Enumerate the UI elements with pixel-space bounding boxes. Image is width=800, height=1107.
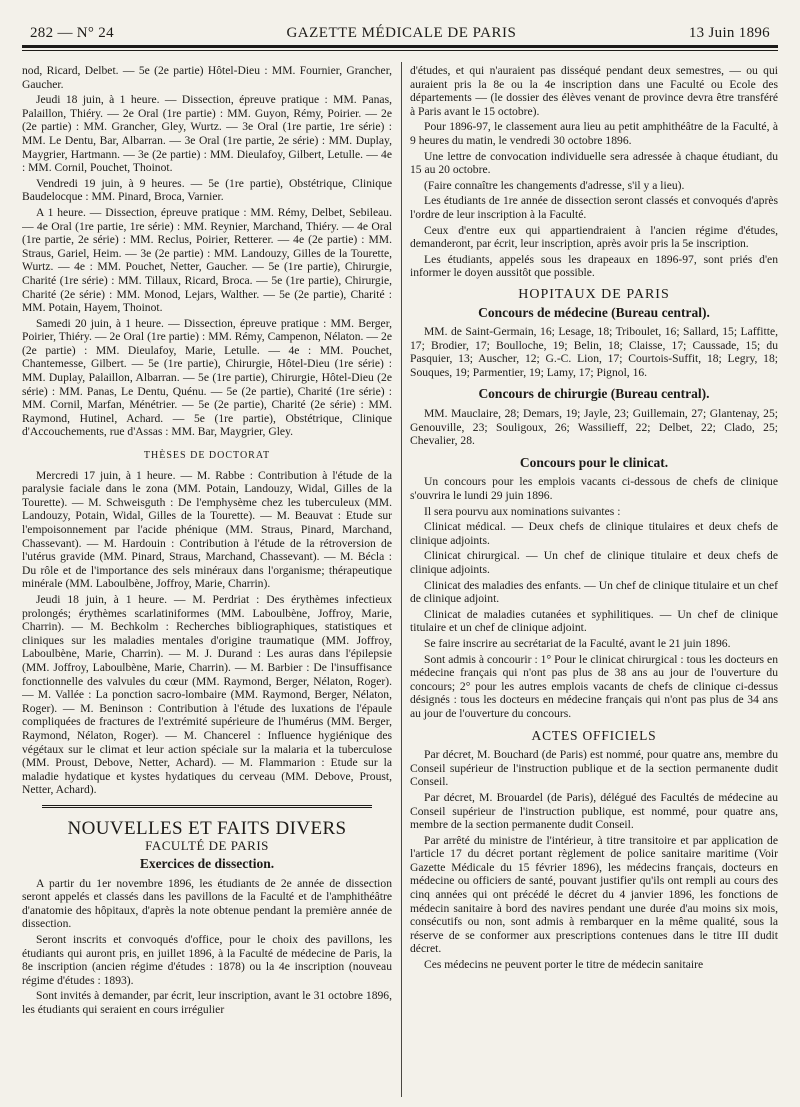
theses-paragraph: Mercredi 17 juin, à 1 heure. — M. Rabbe : Contribution à l'étude de la paralysie faciale dans le zona (MM. Potain, Landouzy, Widal, Gilles de la Tourette). — M. Schweisguth : De l'emphysème chez les tuberculeux (MM. Landouzy, Potain, Widal, Gilles de la Tourette). — M. Beauvat : Etude sur l'empoisonnement par l'acide phénique (MM. Straus, Pinard, Marchand, Chassevant). — M. Hardouin : Contribution à l'étude de la rétroversion de l'utérus gravide (MM. Pinard, Straus, Marchand, Chassevant). — M. Bécla : Du rôle et de l'importance des sels minéraux dans l'organisme; thérapeutique minérale (MM. Laboulbène, Joffroy, Marie, Charrin). [22,468,392,591]
issue-date: 13 Juin 1896 [688,25,770,41]
exercices-title: Exercices de dissection. [139,856,275,872]
journal-title: GAZETTE MÉDICALE DE PARIS [286,25,517,41]
dissection-paragraph: Les étudiants, appelés sous les drapeaux en 1896-97, sont priés d'en informer le doyen aussitôt que possible. [410,252,778,280]
page-header [30,16,770,42]
dissection-paragraph: Pour 1896-97, le classement aura lieu au petit amphithéâtre de la Faculté, à 9 heures du matin, le vendredi 30 octobre 1896. [410,120,778,147]
exam-paragraph: Samedi 20 juin, à 1 heure. — Dissection, épreuve pratique : MM. Berger, Poirier, Thiéry. — 2e Oral (1re partie) : MM. Rémy, Campenon, Nélaton. — 2e (2e partie) : MM. Dieulafoy, Marie, Letulle. — 4e : MM. Pouchet, Chantemesse, Gilbert. — 5e (1re partie), Chirurgie, Hôtel-Dieu (1re série) : MM. Duplay, Palaillon, Albarran. — 5e (1re partie), Chirurgie, Hôtel-Dieu (2e série) : MM. Panas, Le Dentu, Quénu. — 5e (2e partie), Charité (1re série) : MM. Cornil, Marfan, Ménétrier. — 5e (2e partie), Charité (2e série) : MM. Raymond, Hutinel, Achard. — 5e (1re partie), Obstétrique, Clinique d'Accouchements, rue d'Assas : MM. Bar, Maygrier, Gley. [22,316,392,439]
theses-paragraph: Jeudi 18 juin, à 1 heure. — M. Perdriat : Des érythèmes infectieux prolongés; érythèmes scarlatiniformes (MM. Laboulbène, Joffroy, Marie, Charrin). — M. Bechkolm : Recherches bibliographiques, statistiques et cliniques sur les maladies mentales d'origine traumatique (MM. Joffroy, Laboulbène, Marie, Charrin). — M. J. Durand : Les auras dans l'épilepsie (MM. Joffroy, Laboulbène, Marie, Charrin). — M. Barbier : De l'insuffisance fonctionnelle des valvules du cœur (MM. Raymond, Berger, Nélaton, Roger). — M. Vallée : La ponction sacro-lombaire (MM. Raymond, Berger, Nélaton, Roger). — M. Beninson : Contribution à l'étude des luxations de l'épaule compliquées de fractures de l'extrémité supérieure de l'humérus (MM. Berger, Raymond, Nélaton, Roger). — M. Chancerel : Influence hygiénique des végétaux sur le climat et leur action spéciale sur la malaria et la tuberculose (MM. Proust, Debove, Netter, Achard). — M. Flammarion : Etude sur la maladie hydatique et kystes hydatiques du cerveau (MM. Debove, Proust, Netter, Achard). [22,592,392,797]
exercices-paragraph: Sont invités à demander, par écrit, leur inscription, avant le 31 octobre 1896, les étudiants qui seraient en cours irrégulier [22,989,392,1016]
clinicat-title: Concours pour le clinicat. [519,454,669,470]
exam-paragraph: Vendredi 19 juin, à 9 heures. — 5e (1re partie), Obstétrique, Clinique Baudelocque : MM. Pinard, Broca, Varnier. [22,176,392,204]
page-number: 282 — N° 24 [30,25,114,41]
right-column [410,64,778,1097]
concours-medecine-text: MM. de Saint-Germain, 16; Lesage, 18; Triboulet, 16; Sallard, 15; Laffitte, 17; Brodier, 17; Boulloche, 19; Belin, 18; Claisse, 17; Caussade, 15; du Pasquier, 13; Auscher, 12; G.-C. Lion, 17; Courtois-Suffit, 18; Legry, 18; Souques, 19; Parmentier, 19; Lamy, 17; Pignol, 16. [410,325,778,379]
header-rule-thin [22,50,778,51]
clinicat-paragraph: Clinicat de maladies cutanées et syphilitiques. — Un chef de clinique titulaire et un chef de clinique adjoint. [410,607,778,635]
faculte-title: FACULTÉ DE PARIS [145,838,269,854]
actes-title: ACTES OFFICIELS [531,727,657,743]
column-divider [401,62,402,1097]
dissection-paragraph: Une lettre de convocation individuelle sera adressée à chaque étudiant, du 15 au 20 octobre. [410,149,778,177]
actes-paragraph: Par décret, M. Bouchard (de Paris) est nommé, pour quatre ans, membre du Conseil supérieur de l'instruction publique et de la section permanente dudit Conseil. [410,748,778,789]
exercices-paragraph: Seront inscrits et convoqués d'office, pour le choix des pavillons, les étudiants qui auront pris, en juillet 1896, à la Faculté de médecine de Paris, la 8e inscription (ancien régime d'études : 1878) ou la 4e inscription (nouveau régime d'études : 1893). [22,933,392,987]
concours-medecine-title: Concours de médecine (Bureau central). [478,304,710,320]
actes-paragraph: Par arrêté du ministre de l'intérieur, à titre transitoire et par application de l'article 17 du décret portant règlement de police sanitaire maritime (Voir Gazette Médicale du 15 février 1896), les médecins français, docteurs en médecine ou officiers de santé, pouvant justifier qu'ils ont rempli au cours des cinq années qui ont précédé le décret du 4 janvier 1896, les fonctions de médecin sanitaire à bord des navires pendant une durée d'au moins six mois, consécutifs ou non, sont admis à rembarquer en la même qualité, sous la réserve de se conformer aux prescriptions contenues dans le titre III dudit décret. [410,833,778,956]
actes-paragraph: Par décret, M. Brouardel (de Paris), délégué des Facultés de médecine au Conseil supérieur de l'instruction publique, est nommé, pour quatre ans, membre de la section permanente dudit Conseil. [410,790,778,832]
theses-heading: THÈSES DE DOCTORAT [143,450,271,462]
concours-chirurgie-text: MM. Mauclaire, 28; Demars, 19; Jayle, 23; Guillemain, 27; Glantenay, 25; Genouville, 23; Souligoux, 26; Wassilieff, 22; Delbet, 22; Clado, 25; Chevalier, 28. [410,407,778,448]
exercices-paragraph: A partir du 1er novembre 1896, les étudiants de 2e année de dissection seront appelés et classés dans les pavillons de la Faculté et de l'amphithéâtre d'anatomie des hôpitaux, d'après la note obtenue pendant la première année de dissection. [22,876,392,931]
actes-paragraph: Ces médecins ne peuvent porter le titre de médecin sanitaire [424,958,704,972]
section-rule [42,805,372,808]
concours-chirurgie-title: Concours de chirurgie (Bureau central). [478,386,710,402]
dissection-paragraph: d'études, et qui n'auraient pas disséqué pendant deux semestres, — ou qui auraient pris la 8e ou la 4e inscription dans une Faculté ou Ecole des départements — (le dossier des élèves venant de province devra être transféré à Paris avant le 15 octobre). [410,64,778,118]
clinicat-paragraph: Clinicat des maladies des enfants. — Un chef de clinique titulaire et un chef de clinique adjoint. [410,578,778,606]
exam-paragraph: A 1 heure. — Dissection, épreuve pratique : MM. Rémy, Delbet, Sebileau. — 4e Oral (1re partie, 1re série) : MM. Reynier, Marchand, Thiéry. — 4e Oral (1re partie, 2e série) : MM. Reclus, Poirier, Retterer. — 4e (2e partie) : MM. Straus, Gariel, Heim. — 3e (2e partie) : MM. Landouzy, Gilles de la Tourette, Wurtz. — 4e : MM. Pouchet, Netter, Gaucher. — 5e (1re partie), Chirurgie, Charité (1re série) : MM. Tillaux, Ricard, Broca. — 5e (1re partie), Chirurgie, Charité (2e série) : MM. Monod, Lejars, Walther. — 5e (2e partie), Charité : MM. Potain, Hayem, Thoinot. [22,205,392,315]
clinicat-paragraph: Clinicat médical. — Deux chefs de clinique titulaires et deux chefs de clinique adjoints. [410,520,778,547]
hopitaux-title: HOPITAUX DE PARIS [518,286,670,302]
nouvelles-title: NOUVELLES ET FAITS DIVERS [67,817,347,839]
left-column [22,64,392,1097]
exam-paragraph: Jeudi 18 juin, à 1 heure. — Dissection, épreuve pratique : MM. Panas, Palaillon, Thiéry. — 2e Oral (1re partie) : MM. Guyon, Rémy, Poirier. — 2e (2e partie) : MM. Grancher, Gley, Wurtz. — 3e Oral (1re partie, 1re série) : MM. Le Dentu, Bar, Albarran. — 3e Oral (1re partie, 2e série) : MM. Duplay, Maygrier, Hartmann. — 3e (2e partie) : MM. Dieulafoy, Gilbert, Letulle. — 4e : MM. Cornil, Pouchet, Thoinot. [22,93,392,175]
dissection-paragraph: (Faire connaître les changements d'adresse, s'il y a lieu). [424,178,685,192]
clinicat-paragraph: Il sera pourvu aux nominations suivantes : [424,504,621,518]
clinicat-paragraph: Sont admis à concourir : 1° Pour le clinicat chirurgical : tous les docteurs en médecine français qui n'ont pas plus de 38 ans au jour de l'ouverture du concours; 2° pour les autres emplois vacants de chefs de clinique ci-dessus désignés : tous les docteurs en médecine français qui n'ont pas plus de 34 ans au jour de l'ouverture du concours. [410,652,778,720]
header-rule [22,45,778,48]
clinicat-paragraph: Se faire inscrire au secrétariat de la Faculté, avant le 21 juin 1896. [424,636,731,650]
exam-paragraph: nod, Ricard, Delbet. — 5e (2e partie) Hôtel-Dieu : MM. Fournier, Grancher, Gaucher. [22,64,392,91]
clinicat-paragraph: Clinicat chirurgical. — Un chef de clinique titulaire et deux chefs de clinique adjoints. [410,549,778,576]
clinicat-paragraph: Un concours pour les emplois vacants ci-dessous de chefs de clinique s'ouvrira le lundi 29 juin 1896. [410,475,778,503]
dissection-paragraph: Les étudiants de 1re année de dissection seront classés et convoqués d'après l'ordre de leur inscription à la Faculté. [410,194,778,221]
dissection-paragraph: Ceux d'entre eux qui appartiendraient à l'ancien régime d'études, demanderont, par écrit, leur inscription, après avoir pris la 5e inscription. [410,223,778,251]
